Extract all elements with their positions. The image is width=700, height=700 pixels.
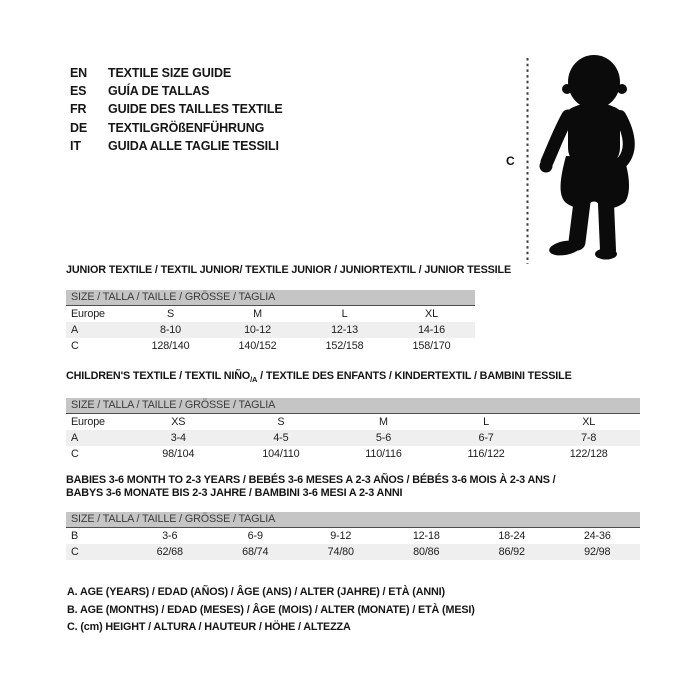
language-code: ES	[70, 84, 87, 99]
value-cell: 128/140	[151, 340, 190, 352]
value-cell: 122/128	[569, 448, 608, 461]
section-title	[66, 474, 640, 499]
value-cell: 10-12	[244, 324, 271, 336]
note-a: A. AGE (YEARS) / EDAD (AÑOS) / ÂGE (ANS) / ALTER (JAHRE) / ETÀ (ANNI)	[67, 586, 445, 598]
value-cell: S	[277, 416, 285, 429]
language-title: GUIDE DES TAILLES TEXTILE	[108, 102, 283, 117]
value-cell: 9-12	[330, 530, 352, 543]
value-cell: 14-16	[418, 324, 445, 336]
language-code: IT	[70, 138, 81, 153]
baby-figure	[500, 48, 652, 272]
language-title: TEXTILGRÖßENFÜHRUNG	[108, 120, 265, 135]
subscript-text: /A	[250, 375, 258, 385]
language-title: GUÍA DE TALLAS	[108, 84, 210, 99]
value-cell: 158/170	[412, 340, 451, 352]
table-row	[66, 338, 475, 354]
toddler-silhouette	[540, 55, 630, 260]
table-row	[66, 306, 475, 322]
junior-size-table	[66, 306, 475, 354]
junior-size-table-section	[66, 264, 512, 354]
row-label-cell: A	[71, 432, 79, 445]
language-code: DE	[70, 120, 88, 135]
children-size-table-section	[66, 371, 640, 462]
value-cell: 104/110	[262, 448, 300, 461]
value-cell: 6-7	[478, 432, 494, 445]
legend-notes	[67, 584, 475, 637]
row-label-cell: Europe	[71, 308, 105, 320]
value-cell: 3-4	[170, 432, 186, 445]
row-label-cell: A	[71, 324, 79, 336]
language-code: FR	[70, 102, 87, 117]
value-cell: 24-36	[583, 530, 611, 543]
value-cell: 18-24	[498, 530, 526, 543]
value-cell: 8-10	[159, 324, 181, 336]
language-title-list	[70, 64, 283, 155]
value-cell: 4-5	[273, 432, 289, 445]
value-cell: L	[341, 308, 348, 320]
row-label-cell: C	[71, 340, 79, 352]
value-cell: 80/86	[413, 546, 440, 559]
table-row	[66, 544, 640, 560]
value-cell: 62/68	[156, 546, 183, 559]
value-cell: 86/92	[498, 546, 525, 559]
value-cell: 68/74	[242, 546, 269, 559]
row-label-cell: C	[71, 448, 79, 461]
size-header-bar: SIZE / TALLA / TAILLE / GRÖSSE / TAGLIA	[66, 398, 640, 414]
list-item	[70, 137, 283, 155]
table-row	[66, 414, 640, 430]
value-cell: XS	[171, 416, 186, 429]
value-cell: 110/116	[365, 448, 402, 461]
value-cell: 3-6	[162, 530, 178, 543]
value-cell: 92/98	[584, 546, 611, 559]
value-cell: 6-9	[247, 530, 263, 543]
value-cell: 116/122	[467, 448, 505, 461]
row-label-cell: Europe	[71, 416, 105, 429]
value-cell: M	[253, 308, 262, 320]
section-title-line1: BABIES 3-6 MONTH TO 2-3 YEARS / BEBÉS 3-6 MESES A 2-3 AÑOS / BÉBÉS 3-6 MOIS À 2-3 ANS /	[66, 474, 556, 486]
size-header-bar: SIZE / TALLA / TAILLE / GRÖSSE / TAGLIA	[66, 290, 475, 306]
table-row	[66, 446, 640, 462]
value-cell: 12-18	[412, 530, 440, 543]
value-cell: 98/104	[162, 448, 195, 461]
note-c: C. (cm) HEIGHT / ALTURA / HAUTEUR / HÖHE / ALTEZZA	[67, 621, 351, 634]
value-cell: 12-13	[331, 324, 358, 336]
language-code: EN	[70, 66, 88, 80]
height-dimension-label: C	[506, 154, 515, 168]
value-cell: XL	[425, 308, 438, 320]
value-cell: L	[483, 416, 489, 429]
value-cell: S	[166, 308, 175, 320]
row-label-cell: C	[71, 546, 79, 559]
children-size-table	[66, 414, 640, 462]
list-item	[70, 119, 283, 137]
section-title: CHILDREN'S TEXTILE / TEXTIL $NIÑO_{/A}$ / TEXTILE DES ENFANTS / KINDERTEXTIL / BAMBINI TESSILE	[66, 370, 572, 385]
size-header-bar: SIZE / TALLA / TAILLE / GRÖSSE / TAGLIA	[66, 512, 640, 528]
section-title-line2: BABYS 3-6 MONATE BIS 2-3 JAHRE / BAMBINI 3-6 MESI A 2-3 ANNI	[66, 486, 403, 499]
table-row	[66, 322, 475, 338]
language-title: TEXTILE SIZE GUIDE	[108, 66, 232, 80]
note-b: B. AGE (MONTHS) / EDAD (MESES) / ÂGE (MOIS) / ALTER (MONATE) / ETÀ (MESI)	[67, 603, 475, 616]
table-row	[66, 528, 640, 544]
value-cell: XL	[582, 416, 596, 429]
section-title: JUNIOR TEXTILE / TEXTIL JUNIOR/ TEXTILE JUNIOR / JUNIORTEXTIL / JUNIOR TESSILE	[66, 264, 512, 276]
row-label-cell: B	[71, 530, 79, 543]
language-title: GUIDA ALLE TAGLIE TESSILI	[108, 138, 279, 153]
value-cell: 7-8	[581, 432, 597, 445]
value-cell: 5-6	[375, 432, 392, 445]
value-cell: 140/152	[238, 340, 277, 352]
babies-size-table-section	[66, 474, 640, 560]
value-cell: 74/80	[327, 546, 354, 559]
baby-silhouette-image	[500, 48, 652, 272]
value-cell: M	[379, 416, 388, 429]
list-item	[70, 64, 283, 82]
list-item	[70, 100, 283, 118]
list-item	[70, 82, 283, 100]
value-cell: 152/158	[325, 340, 364, 352]
babies-size-table	[66, 528, 640, 560]
table-row	[66, 430, 640, 446]
